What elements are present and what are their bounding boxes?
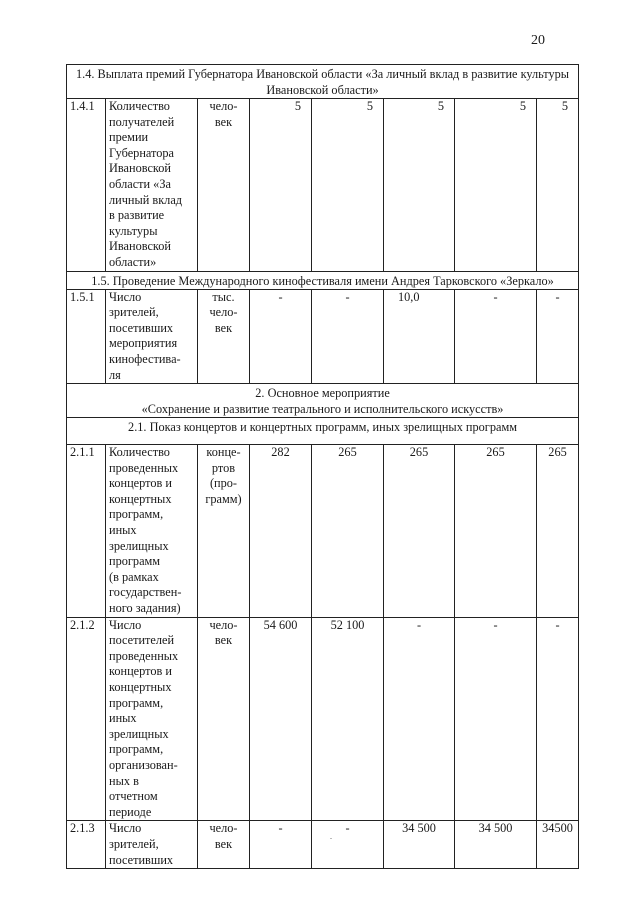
row-value-4: 265 [455, 445, 537, 618]
row-value-4: 5 [455, 99, 537, 272]
row-value-3: - [384, 617, 455, 821]
row-unit: тыс. чело- век [198, 289, 250, 384]
row-value-2: 5 [312, 99, 384, 272]
section-row-1-4 [67, 65, 579, 99]
row-code: 1.5.1 [67, 289, 106, 384]
row-indicator-name: Количество получателей премии Губернатора Ивановской области «За личный вклад в развитие культуры Ивановской области» [106, 99, 198, 272]
row-value-1: - [250, 821, 312, 869]
row-unit: конце- ртов (про- грамм) [198, 445, 250, 618]
row-value-4: - [455, 289, 537, 384]
section-title-2-1: 2.1. Показ концертов и концертных программ, иных зрелищных программ [67, 418, 579, 445]
row-value-3: 34 500 [384, 821, 455, 869]
section-title-1-4: 1.4. Выплата премий Губернатора Ивановской области «За личный вклад в развитие культуры Ивановской области» [67, 65, 579, 99]
row-indicator-name: Количество проведенных концертов и концертных программ, иных зрелищных программ (в рамках государствен- ного задания) [106, 445, 198, 618]
row-code: 2.1.3 [67, 821, 106, 869]
row-value-1: - [250, 289, 312, 384]
table-row-1-5-1 [67, 289, 579, 384]
row-value-2: 52 100 [312, 617, 384, 821]
section-row-1-5 [67, 271, 579, 289]
row-unit: чело- век [198, 99, 250, 272]
row-value-4: 34 500 [455, 821, 537, 869]
row-value-5: - [537, 617, 579, 821]
row-indicator-name: Число посетителей проведенных концертов и концертных программ, иных зрелищных программ, организован- ных в отчетном периоде [106, 617, 198, 821]
row-value-3: 10,0 [384, 289, 455, 384]
row-unit: чело- век [198, 821, 250, 869]
row-value-5: 265 [537, 445, 579, 618]
row-value-3: 5 [384, 99, 455, 272]
table-row-2-1-3 [67, 821, 579, 869]
row-value-1: 5 [250, 99, 312, 272]
section-title-1-5: 1.5. Проведение Международного кинофестиваля имени Андрея Тарковского «Зеркало» [67, 271, 579, 289]
row-code: 2.1.2 [67, 617, 106, 821]
row-value-2: - [312, 821, 384, 869]
row-indicator-name: Число зрителей, посетивших [106, 821, 198, 869]
row-value-1: 282 [250, 445, 312, 618]
indicators-table [66, 64, 579, 869]
row-code: 1.4.1 [67, 99, 106, 272]
section-title-2: 2. Основное мероприятие «Сохранение и развитие театрального и исполнительского искусств» [67, 384, 579, 418]
scan-speck [330, 838, 332, 839]
row-value-3: 265 [384, 445, 455, 618]
row-value-2: - [312, 289, 384, 384]
row-value-4: - [455, 617, 537, 821]
table-row-2-1-1 [67, 445, 579, 618]
row-code: 2.1.1 [67, 445, 106, 618]
page-number: 20 [531, 33, 545, 48]
row-value-5: 5 [537, 99, 579, 272]
section-row-2-1 [67, 418, 579, 445]
row-value-5: - [537, 289, 579, 384]
section-row-2 [67, 384, 579, 418]
row-value-5: 34500 [537, 821, 579, 869]
row-value-2: 265 [312, 445, 384, 618]
row-unit: чело- век [198, 617, 250, 821]
table-row-1-4-1 [67, 99, 579, 272]
row-value-1: 54 600 [250, 617, 312, 821]
table-row-2-1-2 [67, 617, 579, 821]
row-indicator-name: Число зрителей, посетивших мероприятия кинофестива- ля [106, 289, 198, 384]
